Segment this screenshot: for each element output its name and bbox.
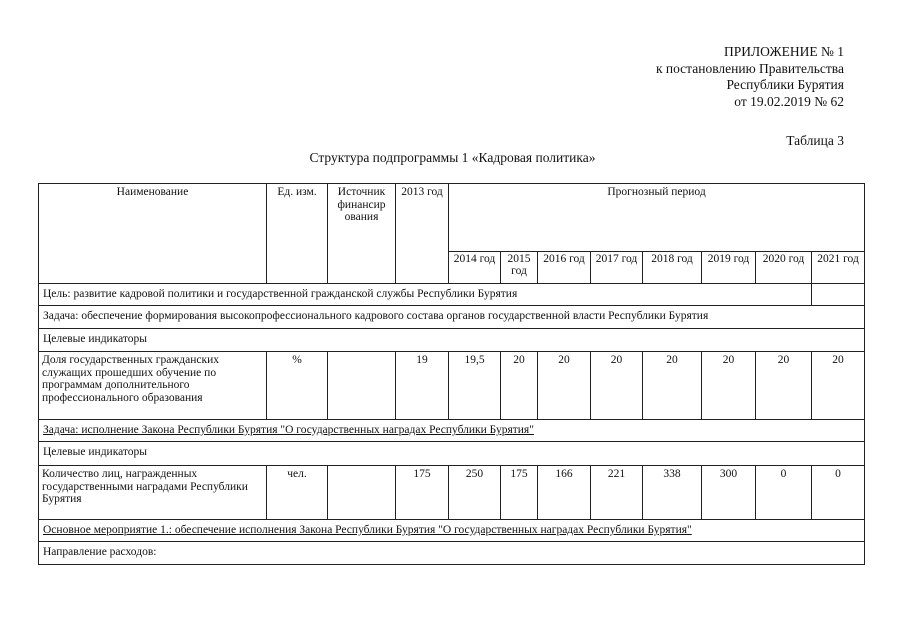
indicator-base-value: 175 bbox=[396, 466, 449, 520]
expenses-row bbox=[39, 542, 865, 565]
indicator-value: 250 bbox=[449, 466, 501, 520]
year-header: 2018 год bbox=[643, 252, 702, 284]
task-row bbox=[39, 420, 865, 442]
indicator-unit: % bbox=[267, 352, 328, 420]
indicator-value: 20 bbox=[538, 352, 591, 420]
indicator-value: 19,5 bbox=[449, 352, 501, 420]
table-number: Таблица 3 bbox=[786, 133, 844, 148]
goal-row bbox=[39, 284, 865, 306]
year-header: 2016 год bbox=[538, 252, 591, 284]
appendix-title: ПРИЛОЖЕНИЕ № 1 bbox=[723, 44, 844, 59]
indicator-value: 20 bbox=[812, 352, 865, 420]
measure-row bbox=[39, 520, 865, 542]
indicators-row bbox=[39, 442, 865, 466]
indicator-value: 221 bbox=[591, 466, 643, 520]
indicator-source bbox=[328, 352, 396, 420]
goal-text: Цель: развитие кадровой политики и государственной гражданской службы Республики Бурятия bbox=[39, 284, 812, 306]
indicator-value: 20 bbox=[501, 352, 538, 420]
appendix-date: от 19.02.2019 № 62 bbox=[734, 93, 844, 109]
appendix-reference: к постановлению Правительства bbox=[655, 60, 844, 76]
year-header: 2020 год bbox=[756, 252, 812, 284]
indicator-source bbox=[328, 466, 396, 520]
empty-cell bbox=[812, 284, 865, 306]
year-header: 2021 год bbox=[812, 252, 865, 284]
task-text: Задача: обеспечение формирования высокопрофессионального кадрового состава органов государственной власти Республики Бурятия bbox=[39, 306, 865, 329]
document-title: Структура подпрограммы 1 «Кадровая политика» bbox=[309, 150, 596, 165]
indicator-value: 0 bbox=[756, 466, 812, 520]
indicator-value: 20 bbox=[756, 352, 812, 420]
indicator-value: 20 bbox=[643, 352, 702, 420]
indicator-value: 0 bbox=[812, 466, 865, 520]
col-header-name: Наименование bbox=[39, 184, 267, 284]
indicator-row bbox=[39, 466, 865, 520]
table-header-row bbox=[39, 184, 865, 252]
indicators-row bbox=[39, 329, 865, 352]
expenses-label: Направление расходов: bbox=[39, 542, 865, 565]
indicator-name: Количество лиц, награжденных государственными наградами Республики Бурятия bbox=[39, 466, 267, 520]
appendix-header bbox=[656, 44, 844, 110]
indicator-value: 20 bbox=[702, 352, 756, 420]
indicator-value: 175 bbox=[501, 466, 538, 520]
appendix-republic: Республики Бурятия bbox=[726, 77, 844, 92]
col-header-forecast: Прогнозный период bbox=[449, 184, 865, 252]
indicator-value: 20 bbox=[591, 352, 643, 420]
subprogram-table bbox=[38, 183, 865, 565]
indicators-label: Целевые индикаторы bbox=[39, 329, 865, 352]
indicator-value: 300 bbox=[702, 466, 756, 520]
year-header: 2017 год bbox=[591, 252, 643, 284]
year-header: 2014 год bbox=[449, 252, 501, 284]
indicator-base-value: 19 bbox=[396, 352, 449, 420]
indicators-label: Целевые индикаторы bbox=[39, 442, 865, 466]
task-text: Задача: исполнение Закона Республики Бурятия "О государственных наградах Республики Бурятия" bbox=[39, 420, 865, 442]
indicator-unit: чел. bbox=[267, 466, 328, 520]
measure-text: Основное мероприятие 1.: обеспечение исполнения Закона Республики Бурятия "О государственных наградах Республики Бурятия" bbox=[39, 520, 865, 542]
indicator-name: Доля государственных гражданских служащих прошедших обучение по программам дополнительного профессионального образования bbox=[39, 352, 267, 420]
task-row bbox=[39, 306, 865, 329]
col-header-source: Источник финансир ования bbox=[328, 184, 396, 284]
year-header: 2019 год bbox=[702, 252, 756, 284]
col-header-base-year: 2013 год bbox=[396, 184, 449, 284]
indicator-value: 166 bbox=[538, 466, 591, 520]
year-header: 2015 год bbox=[501, 252, 538, 284]
indicator-row bbox=[39, 352, 865, 420]
indicator-value: 338 bbox=[643, 466, 702, 520]
col-header-unit: Ед. изм. bbox=[267, 184, 328, 284]
